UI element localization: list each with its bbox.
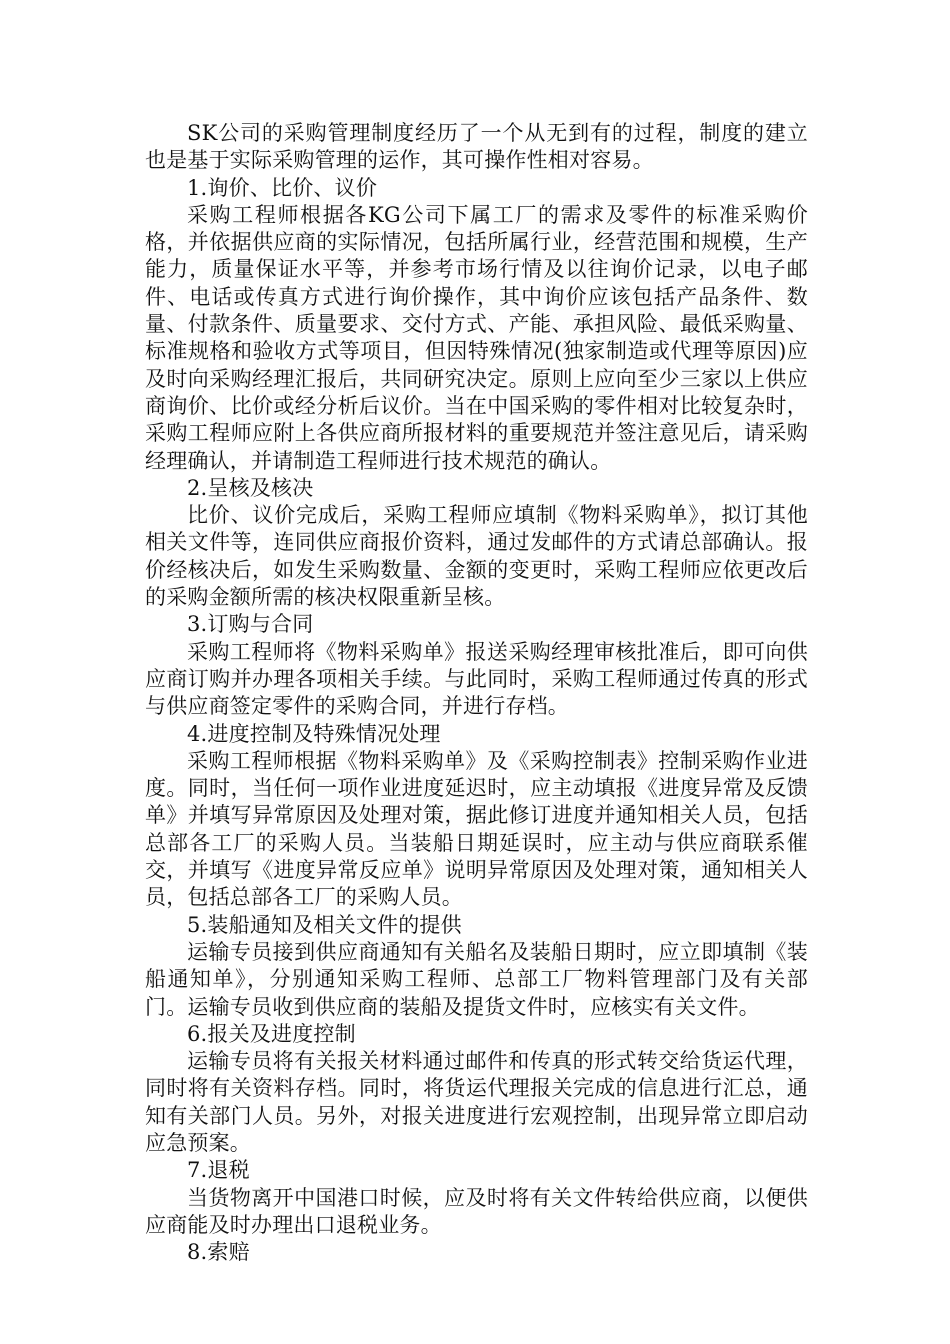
document-body [145,120,808,1266]
section-heading-customs: 6.报关及进度控制 [187,1021,356,1046]
section-heading-order-contract: 3.订购与合同 [187,612,314,637]
section-heading-progress-control: 4.进度控制及特殊情况处理 [187,721,441,746]
section-paragraph-inquiry: 采购工程师根据各KG公司下属工厂的需求及零件的标准采购价格，并依据供应商的实际情况，包括所属行业，经营范围和规模，生产能力，质量保证水平等，并参考市场行情及以往询价记录，以电子邮件、电话或传真方式进行询价操作，其中询价应该包括产品条件、数量、付款条件、质量要求、交付方式、产能、承担风险、最低采购量、标准规格和验收方式等项目，但因特殊情况(独家制造或代理等原因)应及时向采购经理汇报后，共同研究决定。原则上应向至少三家以上供应商询价、比价或经分析后议价。当在中国采购的零件相对比较复杂时，采购工程师应附上各供应商所报材料的重要规范并签注意见后，请采购经理确认，并请制造工程师进行技术规范的确认。 [145,202,808,473]
section-heading-inquiry: 1.询价、比价、议价 [187,175,378,200]
section-heading-tax-refund: 7.退税 [187,1158,250,1183]
section-heading-claims: 8.索赔 [187,1240,250,1265]
section-paragraph-approval: 比价、议价完成后，采购工程师应填制《物料采购单》，拟订其他相关文件等，连同供应商报价资料，通过发邮件的方式请总部确认。报价经核决后，如发生采购数量、金额的变更时，采购工程师应依更改后的采购金额所需的核决权限重新呈核。 [145,503,808,610]
section-paragraph-customs: 运输专员将有关报关材料通过邮件和传真的形式转交给货运代理，同时将有关资料存档。同时，将货运代理报关完成的信息进行汇总，通知有关部门人员。另外，对报关进度进行宏观控制，出现异常立即启动应急预案。 [145,1049,808,1155]
section-paragraph-order-contract: 采购工程师将《物料采购单》报送采购经理审核批准后，即可向供应商订购并办理各项相关手续。与此同时，采购工程师通过传真的形式与供应商签定零件的采购合同，并进行存档。 [145,639,808,719]
section-heading-approval: 2.呈核及核决 [187,475,314,500]
section-paragraph-shipping-notice: 运输专员接到供应商通知有关船名及装船日期时，应立即填制《装船通知单》，分别通知采购工程师、总部工厂物料管理部门及有关部门。运输专员收到供应商的装船及提货文件时，应核实有关文件。 [145,939,808,1019]
section-paragraph-progress-control: 采购工程师根据《物料采购单》及《采购控制表》控制采购作业进度。同时，当任何一项作业进度延迟时，应主动填报《进度异常及反馈单》并填写异常原因及处理对策，据此修订进度并通知相关人员，包括总部各工厂的采购人员。当装船日期延误时，应主动与供应商联系催交，并填写《进度异常反应单》说明异常原因及处理对策，通知相关人员，包括总部各工厂的采购人员。 [145,748,808,910]
section-paragraph-tax-refund: 当货物离开中国港口时候，应及时将有关文件转给供应商，以便供应商能及时办理出口退税业务。 [145,1185,808,1237]
section-heading-shipping-notice: 5.装船通知及相关文件的提供 [187,912,462,937]
intro-paragraph: SK公司的采购管理制度经历了一个从无到有的过程，制度的建立也是基于实际采购管理的运作，其可操作性相对容易。 [145,121,808,173]
